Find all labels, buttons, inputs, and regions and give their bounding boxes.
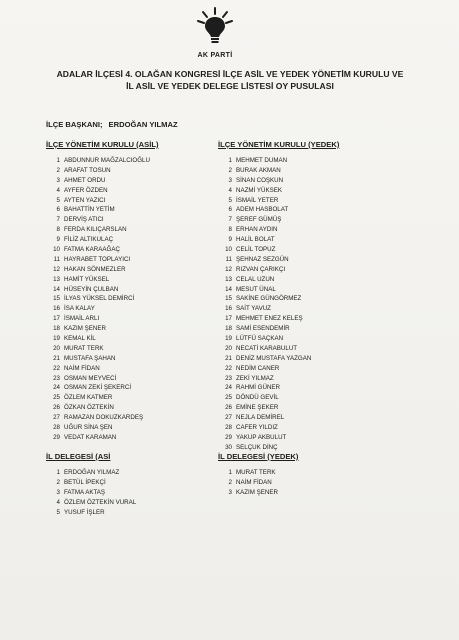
list-item [218, 176, 311, 186]
list-item [46, 225, 150, 235]
list-item-number: 28 [225, 424, 232, 432]
list-item-name: RIZVAN ÇARIKÇI [236, 265, 286, 273]
list-item [46, 508, 136, 518]
list-item-name: RAHMİ GÜNER [236, 384, 281, 392]
list-item-name: SAKİNE GÜNGÖRMEZ [236, 295, 302, 303]
list-item-name: HAKAN SÖNMEZLER [64, 265, 126, 273]
list-item [218, 285, 311, 295]
list-item-number: 15 [53, 295, 60, 303]
list-item-name: HALİL BOLAT [236, 236, 275, 244]
list-item-number: 17 [53, 315, 60, 323]
list-item [46, 205, 150, 215]
list-item-number: 26 [225, 404, 232, 412]
list-item [218, 433, 311, 443]
list-item [218, 324, 311, 334]
list-item [218, 255, 311, 265]
akparti-lightbulb-logo-icon [195, 6, 235, 50]
list-item-name: NEJLA DEMİREL [236, 414, 285, 422]
list-item-name: OSMAN MEYVECİ [64, 374, 117, 382]
list-item-name: MEHMET DUMAN [236, 157, 288, 164]
list-item [46, 433, 150, 443]
list-item [46, 314, 150, 324]
list-item-number: 3 [228, 176, 232, 184]
list-item-number: 3 [228, 488, 232, 496]
list-item-name: YAKUP AKBULUT [236, 433, 287, 441]
list-item-number: 23 [225, 374, 232, 382]
list-item-name: ŞEHNAZ SEZGÜN [236, 255, 289, 263]
list-item-name: BAHATTİN YETİM [64, 206, 115, 214]
list-item [46, 478, 136, 488]
list-item-number: 29 [225, 433, 232, 441]
list-item-number: 9 [228, 236, 232, 244]
list-item-name: DENİZ MUSTAFA YAZGAN [236, 354, 312, 362]
list-item [218, 478, 278, 488]
list-item-name: FİLİZ ALTIKULAÇ [64, 236, 114, 244]
list-item-name: VEDAT KARAMAN [64, 433, 117, 441]
list-item-number: 4 [228, 186, 232, 194]
list-item-number: 4 [56, 498, 60, 506]
list-item-number: 20 [225, 344, 232, 352]
list-item-number: 12 [53, 265, 60, 273]
list-item-number: 18 [53, 325, 60, 333]
page-title [20, 68, 440, 92]
list-item-number: 13 [53, 275, 60, 283]
list-item [46, 468, 136, 478]
list-item-number: 5 [228, 196, 232, 204]
list-item-name: UĞUR SİNA ŞEN [64, 424, 113, 432]
list-item-number: 7 [56, 216, 60, 224]
list-item-name: NAİM FİDAN [64, 364, 100, 372]
list-item-number: 5 [56, 196, 60, 204]
list-item [218, 403, 311, 413]
list-item-name: ÖZLEM KATMER [64, 394, 113, 402]
board-main-list [46, 156, 150, 443]
list-item [218, 354, 311, 364]
list-item-name: MUSTAFA ŞAHAN [64, 354, 116, 362]
list-item [46, 344, 150, 354]
list-item-name: DÖNDÜ GEVİL [236, 394, 279, 402]
list-item [46, 275, 150, 285]
list-item [46, 413, 150, 423]
list-item [218, 186, 311, 196]
list-item-number: 4 [56, 186, 60, 194]
board-reserve-list [218, 156, 311, 453]
list-item [218, 423, 311, 433]
list-item-number: 1 [56, 469, 60, 476]
list-item [218, 265, 311, 275]
list-item-number: 8 [228, 226, 232, 234]
list-item [46, 245, 150, 255]
list-item [46, 304, 150, 314]
list-item [218, 196, 311, 206]
list-item-number: 25 [225, 394, 232, 402]
list-item-number: 11 [53, 255, 60, 263]
list-item-number: 18 [225, 325, 232, 333]
list-item-name: BETÜL İPEKÇİ [64, 478, 106, 486]
list-item-name: ARAFAT TOSUN [64, 166, 111, 174]
brand-name: AK PARTİ [197, 52, 233, 59]
list-item-number: 24 [225, 384, 232, 392]
list-item-name: SAİT YAVUZ [236, 305, 271, 313]
list-item-number: 1 [228, 157, 232, 164]
list-item-name: HÜSEYİN ÇULBAN [64, 285, 119, 293]
delegates-reserve-list [218, 468, 278, 498]
list-item-name: MURAT TERK [236, 469, 276, 476]
list-item-name: KAZIM ŞENER [64, 325, 106, 333]
list-item-number: 24 [53, 384, 60, 392]
list-item-name: AYFER ÖZDEN [64, 186, 108, 194]
list-item-number: 15 [225, 295, 232, 303]
list-item [46, 156, 150, 166]
list-item [218, 334, 311, 344]
list-item-number: 19 [53, 335, 60, 343]
list-item-number: 20 [53, 344, 60, 352]
list-item-name: KEMAL KİL [64, 335, 96, 343]
list-item-number: 22 [225, 364, 232, 372]
list-item [46, 324, 150, 334]
list-item-number: 19 [225, 335, 232, 343]
list-item-name: ŞEREF GÜMÜŞ [236, 216, 282, 224]
list-item-name: MESUT ÜNAL [236, 285, 276, 293]
list-item-name: ABDUNNUR MAĞZALCIOĞLU [64, 157, 150, 164]
list-item [46, 294, 150, 304]
list-item-number: 27 [225, 414, 232, 422]
list-item-number: 2 [228, 166, 232, 174]
list-item [46, 196, 150, 206]
list-item-name: İSA KALAY [64, 305, 95, 313]
list-item-name: HAYRABET TOPLAYICI [64, 255, 131, 263]
list-item-name: ÖZKAN ÖZTEKİN [64, 404, 114, 412]
list-item-number: 2 [56, 478, 60, 486]
list-item [46, 186, 150, 196]
list-item [218, 205, 311, 215]
list-item [218, 304, 311, 314]
list-item [46, 265, 150, 275]
list-item-name: NEDİM CANER [236, 364, 280, 372]
list-item-name: MEHMET ENEZ KELEŞ [236, 315, 303, 323]
district-chair [46, 120, 178, 129]
list-item-number: 1 [56, 157, 60, 164]
list-item-name: İLYAS YÜKSEL DEMİRCİ [64, 295, 135, 303]
list-item [218, 383, 311, 393]
list-item [46, 334, 150, 344]
list-item-number: 3 [56, 488, 60, 496]
list-item-number: 2 [228, 478, 232, 486]
list-item [46, 364, 150, 374]
list-item-name: RAMAZAN DOKUZKARDEŞ [64, 414, 144, 422]
list-item-name: ERHAN AYDIN [236, 226, 278, 234]
list-item-name: ÖZLEM ÖZTEKİN VURAL [64, 498, 137, 506]
list-item-number: 17 [225, 315, 232, 323]
list-item [46, 393, 150, 403]
list-item [218, 215, 311, 225]
list-item-number: 6 [228, 206, 232, 214]
list-item-name: YUSUF İŞLER [64, 508, 105, 516]
list-item-number: 10 [225, 246, 232, 254]
list-item [218, 488, 278, 498]
list-item [218, 413, 311, 423]
list-item-name: FERDA KILIÇARSLAN [64, 226, 127, 234]
list-item-number: 6 [56, 206, 60, 214]
list-item-name: CELAL UZUN [236, 275, 275, 283]
list-item-number: 12 [225, 265, 232, 273]
list-item [46, 423, 150, 433]
list-item-name: SELÇUK DİNÇ [236, 443, 278, 451]
list-item [218, 314, 311, 324]
district-chair-label: İLÇE BAŞKANI; [46, 120, 103, 129]
list-item-number: 27 [53, 414, 60, 422]
list-item-number: 13 [225, 275, 232, 283]
list-item [218, 364, 311, 374]
list-item [218, 166, 311, 176]
list-item-number: 25 [53, 394, 60, 402]
title-line-1: ADALAR İLÇESİ 4. OLAĞAN KONGRESİ İLÇE ASİL VE YEDEK YÖNETİM KURULU VE [56, 69, 404, 79]
list-item-name: SİNAN COŞKUN [236, 176, 284, 184]
list-item-name: İSMAİL ARLI [64, 315, 100, 323]
list-item [46, 285, 150, 295]
list-item-name: NAİM FİDAN [236, 478, 272, 486]
title-line-2: İL ASİL VE YEDEK DELEGE LİSTESİ OY PUSULASI [126, 81, 334, 91]
list-item [218, 235, 311, 245]
list-item [46, 354, 150, 364]
list-item-number: 7 [228, 216, 232, 224]
list-item-number: 28 [53, 424, 60, 432]
list-item [218, 468, 278, 478]
list-item-number: 30 [225, 443, 232, 451]
district-chair-name: ERDOĞAN YILMAZ [108, 120, 178, 129]
list-item [218, 374, 311, 384]
board-main-heading: İLÇE YÖNETİM KURULU (ASİL) [46, 140, 159, 149]
list-item-number: 14 [53, 285, 60, 293]
list-item-number: 22 [53, 364, 60, 372]
list-item [218, 225, 311, 235]
board-reserve-heading: İLÇE YÖNETİM KURULU (YEDEK) [218, 140, 340, 149]
delegates-main-heading: İL DELEGESİ (ASİ [46, 452, 111, 461]
list-item-number: 21 [225, 354, 232, 362]
list-item [218, 245, 311, 255]
list-item-name: BURAK AKMAN [236, 166, 281, 174]
list-item-name: FATMA AKTAŞ [64, 488, 106, 496]
list-item [218, 294, 311, 304]
list-item-name: MURAT TERK [64, 344, 104, 352]
list-item-name: ERDOĞAN YILMAZ [64, 469, 120, 476]
list-item-number: 14 [225, 285, 232, 293]
list-item-number: 29 [53, 433, 60, 441]
list-item [46, 166, 150, 176]
list-item [46, 235, 150, 245]
list-item-number: 10 [53, 246, 60, 254]
list-item [46, 374, 150, 384]
list-item-name: NECATİ KARABULUT [236, 344, 298, 352]
list-item-name: SAMİ ESENDEMİR [236, 325, 290, 333]
list-item-name: FATMA KARAAĞAÇ [64, 246, 120, 254]
list-item-name: AYTEN YAZICI [64, 196, 106, 204]
list-item-name: DERVİŞ ATICI [64, 216, 104, 224]
list-item-number: 3 [56, 176, 60, 184]
list-item-number: 11 [225, 255, 232, 263]
list-item [46, 488, 136, 498]
list-item [46, 498, 136, 508]
list-item-number: 16 [225, 305, 232, 313]
list-item-number: 16 [53, 305, 60, 313]
list-item-number: 2 [56, 166, 60, 174]
list-item [218, 393, 311, 403]
delegates-main-list [46, 468, 136, 517]
list-item-number: 21 [53, 354, 60, 362]
list-item [46, 176, 150, 186]
list-item-name: LÜTFÜ SAÇKAN [236, 335, 284, 343]
list-item-name: EMİNE ŞEKER [236, 404, 279, 412]
list-item [46, 403, 150, 413]
list-item-name: NAZMİ YÜKSEK [236, 186, 282, 194]
list-item-number: 26 [53, 404, 60, 412]
list-item-number: 5 [56, 508, 60, 516]
list-item-number: 23 [53, 374, 60, 382]
delegates-reserve-heading: İL DELEGESİ (YEDEK) [218, 452, 299, 461]
list-item [218, 275, 311, 285]
list-item [218, 344, 311, 354]
list-item-number: 8 [56, 226, 60, 234]
list-item-name: HAMİT YÜKSEL [64, 275, 110, 283]
list-item [46, 383, 150, 393]
list-item [46, 215, 150, 225]
list-item-name: KAZIM ŞENER [236, 488, 278, 496]
list-item-number: 9 [56, 236, 60, 244]
list-item [46, 255, 150, 265]
list-item-name: İSMAİL YETER [236, 196, 279, 204]
list-item-name: CELİL TOPUZ [236, 246, 276, 254]
list-item-number: 1 [228, 469, 232, 476]
list-item-name: ADEM HASBOLAT [236, 206, 289, 214]
list-item-name: CAFER YILDIZ [236, 424, 278, 432]
list-item-name: ZEKİ YILMAZ [236, 374, 274, 382]
list-item-name: AHMET ORDU [64, 176, 106, 184]
list-item-name: OSMAN ZEKİ ŞEKERCİ [64, 384, 132, 392]
list-item [218, 156, 311, 166]
